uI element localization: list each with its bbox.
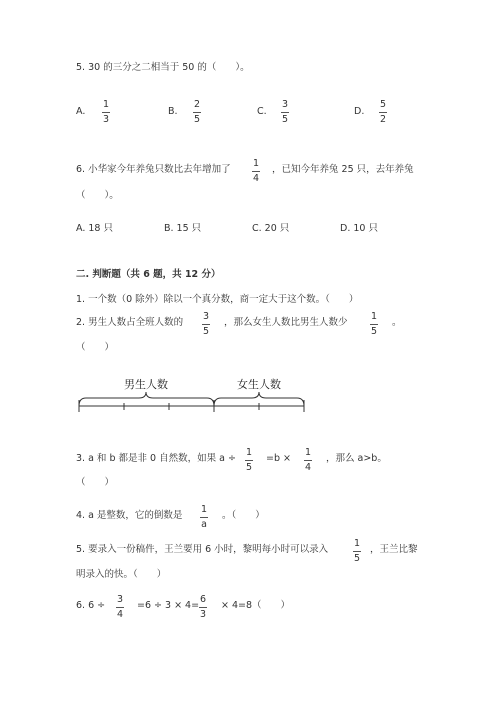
fraction-numerator: 1 xyxy=(102,99,110,110)
fraction-numerator: 3 xyxy=(116,594,124,605)
judgement-2-answer-blank: （ ） xyxy=(76,342,115,353)
j6-fraction-2 xyxy=(197,595,209,619)
judgement-6-text-c: × 4=8（ ） xyxy=(221,600,291,611)
j6-fraction-1 xyxy=(114,595,126,619)
q6-option-b: B. 15 只 xyxy=(164,223,202,234)
q5-option-b-label: B. xyxy=(168,106,178,117)
judgement-4-text-b: 。（ ） xyxy=(222,510,265,521)
q6-option-a: A. 18 只 xyxy=(76,223,113,234)
brace-boys xyxy=(79,392,214,406)
q5-option-c-label: C. xyxy=(257,106,267,117)
j3-fraction-2 xyxy=(302,448,314,472)
question-5-text: 5. 30 的三分之二相当于 50 的（ ）。 xyxy=(76,62,250,73)
fraction-denominator: 4 xyxy=(116,608,124,620)
fraction-numerator: 3 xyxy=(202,311,210,322)
judgement-2-text-a: 2. 男生人数占全班人数的 xyxy=(76,317,184,328)
fraction-denominator: 3 xyxy=(102,113,110,125)
fraction-numerator: 1 xyxy=(353,538,361,549)
fraction-denominator: 4 xyxy=(252,172,260,184)
j5-fraction xyxy=(351,539,363,563)
diagram-label-boys: 男生人数 xyxy=(124,379,168,391)
question-6-answer-blank: （ ）。 xyxy=(76,190,119,201)
judgement-3-text-b: =b × xyxy=(266,453,291,464)
fraction-numerator: 1 xyxy=(370,311,378,322)
question-6-text-a: 6. 小华家今年养兔只数比去年增加了 xyxy=(76,164,231,175)
fraction-numerator: 1 xyxy=(304,447,312,458)
judgement-1-text: 1. 一个数（0 除外）除以一个真分数，商一定大于这个数。（ ） xyxy=(76,294,359,305)
judgement-3-answer-blank: （ ） xyxy=(76,477,115,488)
fraction-denominator: a xyxy=(201,518,207,530)
judgement-3-text-a: 3. a 和 b 都是非 0 自然数，如果 a ÷ xyxy=(76,453,236,464)
diagram-label-girls: 女生人数 xyxy=(237,379,281,391)
q6-option-c: C. 20 只 xyxy=(252,223,290,234)
fraction-denominator: 5 xyxy=(193,113,201,125)
section-title: 二. 判断题（共 6 题，共 12 分） xyxy=(76,269,221,280)
fraction-denominator: 5 xyxy=(370,325,378,337)
judgement-5-text-b: ，王兰比黎 xyxy=(370,544,418,555)
j3-fraction-1 xyxy=(243,448,255,472)
fraction-denominator: 5 xyxy=(281,113,289,125)
fraction-denominator: 5 xyxy=(245,461,253,473)
q6-option-d: D. 10 只 xyxy=(340,223,378,234)
judgement-5-text-a: 5. 要录入一份稿件，王兰要用 6 小时，黎明每小时可以录入 xyxy=(76,544,329,555)
fraction-numerator: 5 xyxy=(379,99,387,110)
q5-option-d-label: D. xyxy=(354,106,365,117)
j4-fraction xyxy=(198,505,210,529)
fraction-numerator: 6 xyxy=(199,594,207,605)
judgement-3-text-c: ，那么 a>b。 xyxy=(326,453,387,464)
fraction-numerator: 3 xyxy=(281,99,289,110)
q5-option-a-label: A. xyxy=(76,106,86,117)
judgement-2-text-b: ，那么女生人数比男生人数少 xyxy=(224,317,348,328)
question-6-text-b: ，已知今年养兔 25 只，去年养兔 xyxy=(272,164,414,175)
judgement-6-text-a: 6. 6 ÷ xyxy=(76,600,106,611)
fraction-denominator: 5 xyxy=(202,325,210,337)
fraction-numerator: 1 xyxy=(245,447,253,458)
judgement-4-text-a: 4. a 是整数，它的倒数是 xyxy=(76,510,183,521)
judgement-2-text-c: 。 xyxy=(392,317,402,328)
fraction-numerator: 1 xyxy=(252,158,260,169)
judgement-6-text-b: =6 ÷ 3 × 4= xyxy=(137,600,200,611)
fraction-denominator: 3 xyxy=(199,608,207,620)
judgement-5-line-2: 明录入的快。（ ） xyxy=(76,569,167,580)
fraction-numerator: 2 xyxy=(193,99,201,110)
fraction-numerator: 1 xyxy=(200,504,208,515)
fraction-denominator: 2 xyxy=(379,113,387,125)
fraction-denominator: 4 xyxy=(304,461,312,473)
fraction-denominator: 5 xyxy=(353,552,361,564)
